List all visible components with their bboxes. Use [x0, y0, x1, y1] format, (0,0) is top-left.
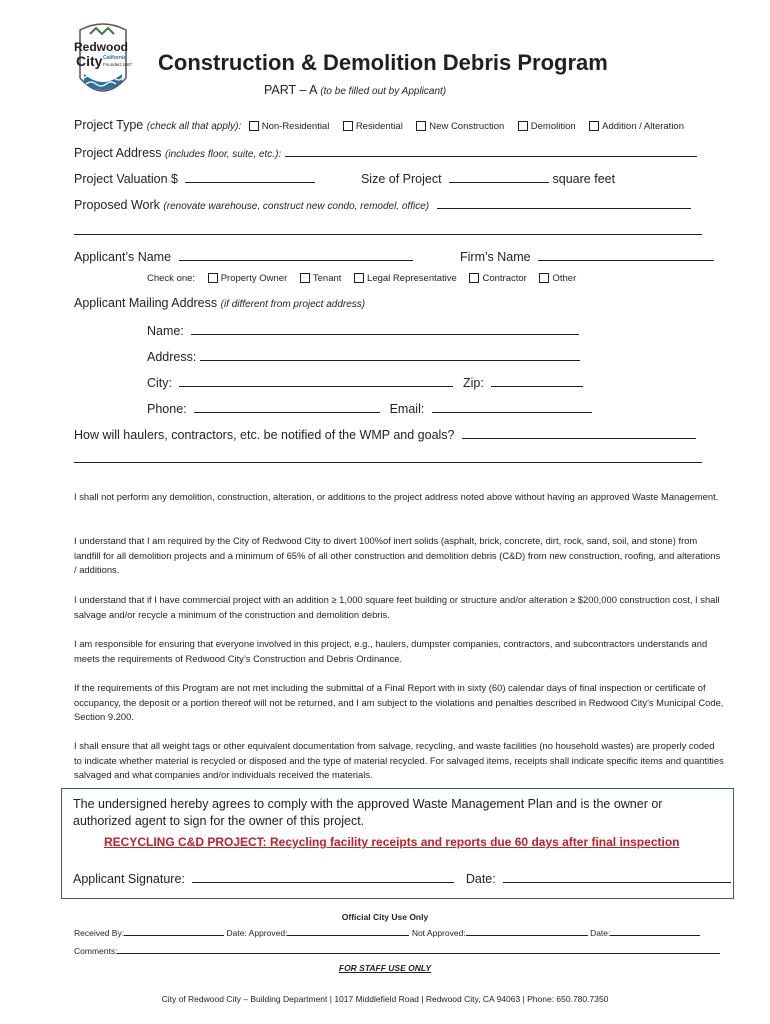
project-address-field[interactable]	[285, 144, 697, 157]
statement-2: I understand that I am required by the City of Redwood City to divert 100%of inert solids (asphalt, brick, concrete, dirt, rock, sand, soil, and stone) from landfill for all demolition projects and a minimum of 65% of all other construction and demolition debris (C&D) from new construction, roofing, and alterations / additions.	[74, 535, 721, 575]
not-approved-label: Not Approved:	[411, 928, 466, 938]
project-address-note: (includes floor, suite, etc.):	[165, 149, 282, 160]
received-by-field[interactable]	[124, 926, 224, 936]
mailing-address-row	[147, 348, 580, 364]
zip-field[interactable]	[491, 374, 583, 387]
proposed-work-field-2[interactable]	[74, 234, 702, 235]
city-logo	[72, 20, 134, 100]
city-label: City:	[147, 376, 172, 390]
project-type-row	[74, 118, 684, 132]
checkbox-property-owner[interactable]	[208, 273, 218, 283]
part-note: (to be filled out by Applicant)	[320, 86, 447, 97]
valuation-field[interactable]	[185, 170, 315, 183]
statement-1: I shall not perform any demolition, construction, alteration, or additions to the project address noted above without having an approved Waste Management.	[74, 491, 719, 502]
signature-field[interactable]	[192, 870, 454, 883]
role-label: Tenant	[312, 273, 342, 284]
part-label: PART – A	[264, 83, 317, 97]
wmp-field-2[interactable]	[74, 462, 702, 463]
valuation-label: Project Valuation $	[74, 172, 178, 186]
mailing-note: (if different from project address)	[220, 299, 366, 310]
logo-founded: Founded 1867	[103, 62, 133, 67]
role-label: Contractor	[482, 273, 527, 284]
firm-name-label: Firm’s Name	[460, 250, 531, 264]
option-label: New Construction	[429, 121, 505, 132]
option-label: Addition / Alteration	[602, 121, 684, 132]
date-field[interactable]	[610, 926, 700, 936]
staff-only-label: FOR STAFF USE ONLY	[338, 963, 432, 973]
logo-name-2: City	[76, 53, 103, 69]
statement-6: I shall ensure that all weight tags or other equivalent documentation from salvage, recycling, and waste facilities (no household wastes) are properly coded to indicate whether material is recycled or disposed and the type of material recycled. For salvaged items, receipts shall indicate specific items and quantities salvaged and what companies and/or individuals received the materials.	[74, 740, 724, 780]
city-field[interactable]	[179, 374, 453, 387]
firm-name-field[interactable]	[538, 248, 714, 261]
proposed-work-row	[74, 196, 691, 212]
statement-3: I understand that if I have commercial project with an addition ≥ 1,000 square feet building or structure and/or alteration ≥ $200,000 construction cost, I shall salvage and/or recycle a minimum of the construction and demolition debris.	[74, 594, 720, 620]
signature-date-field[interactable]	[503, 870, 731, 883]
role-label: Property Owner	[220, 273, 288, 284]
check-one-label: Check one:	[147, 273, 196, 284]
statement-5: If the requirements of this Program are not met including the submittal of a Final Report with in sixty (60) calendar days of final inspection or certificate of occupancy, the deposit or a portion thereof will not be returned, and I am subject to the violations and penalties described in Redwood City's Municipal Code, Section 9.200.	[74, 682, 724, 722]
wmp-question: How will haulers, contractors, etc. be notified of the WMP and goals?	[74, 428, 455, 442]
phone-label: Phone:	[147, 402, 187, 416]
checkbox-addition-alteration[interactable]	[589, 121, 599, 131]
proposed-work-note: (renovate warehouse, construct new condo, remodel, office)	[163, 201, 430, 212]
project-type-note: (check all that apply):	[146, 121, 242, 132]
comments-label: Comments:	[74, 946, 118, 956]
page-footer: City of Redwood City – Building Department | 1017 Middlefield Road | Redwood City, CA 94063 | Phone: 650.780.7350	[161, 994, 609, 1004]
agreement-text: The undersigned hereby agrees to comply with the approved Waste Management Plan and is the owner or authorized agent to sign for the owner of this project.	[73, 797, 663, 828]
date-approved-label: Date: Approved:	[226, 928, 288, 938]
size-unit: square feet	[552, 172, 616, 186]
statement-4: I am responsible for ensuring that everyone involved in this project, e.g., haulers, dumpster companies, contractors, and subcontractors understands and meets the requirements of Redwood City’s Construction and Debris Ordinance.	[74, 638, 708, 664]
project-address-label: Project Address	[74, 146, 162, 160]
checkbox-residential[interactable]	[343, 121, 353, 131]
wmp-field[interactable]	[462, 426, 696, 439]
phone-field[interactable]	[194, 400, 380, 413]
proposed-work-label: Proposed Work	[74, 198, 160, 212]
mailing-address-field[interactable]	[200, 348, 580, 361]
mailing-name-row	[147, 322, 579, 338]
option-label: Residential	[355, 121, 403, 132]
checkbox-contractor[interactable]	[469, 273, 479, 283]
signature-date-label: Date:	[465, 872, 496, 886]
mailing-city-row	[147, 374, 583, 390]
checkbox-new-construction[interactable]	[416, 121, 426, 131]
logo-name-1: Redwood	[74, 40, 128, 54]
applicant-row	[74, 248, 714, 264]
not-approved-field[interactable]	[466, 926, 588, 936]
checkbox-other[interactable]	[539, 273, 549, 283]
role-label: Other	[552, 273, 577, 284]
option-label: Demolition	[530, 121, 576, 132]
email-label: Email:	[389, 402, 425, 416]
recycling-notice: RECYCLING C&D PROJECT: Recycling facility receipts and reports due 60 days after final inspection	[104, 835, 680, 849]
checkbox-legal-representative[interactable]	[354, 273, 364, 283]
size-label: Size of Project	[360, 172, 442, 186]
email-field[interactable]	[432, 400, 592, 413]
checkbox-non-residential[interactable]	[249, 121, 259, 131]
agreement-box	[61, 788, 734, 899]
signature-label: Applicant Signature:	[73, 872, 185, 886]
option-label: Non-Residential	[261, 121, 330, 132]
part-heading	[264, 83, 446, 97]
mailing-address-label: Address:	[147, 350, 197, 364]
role-label: Legal Representative	[367, 273, 457, 284]
wmp-row	[74, 426, 696, 442]
role-row	[147, 273, 576, 284]
received-by-label: Received By:	[74, 928, 125, 938]
mailing-name-field[interactable]	[191, 322, 579, 335]
mailing-name-label: Name:	[147, 324, 184, 338]
logo-state: California	[103, 55, 127, 61]
applicant-name-field[interactable]	[179, 248, 413, 261]
checkbox-demolition[interactable]	[518, 121, 528, 131]
mailing-phone-row	[147, 400, 592, 416]
date-label: Date:	[590, 928, 611, 938]
size-field[interactable]	[449, 170, 549, 183]
project-type-label: Project Type	[74, 118, 144, 132]
mailing-label: Applicant Mailing Address	[74, 296, 218, 310]
page-title: Construction & Demolition Debris Program	[158, 50, 608, 75]
signature-row	[73, 870, 731, 886]
comments-field[interactable]	[117, 944, 720, 954]
mailing-heading	[74, 296, 365, 310]
city-use-title: Official City Use Only	[341, 912, 429, 922]
city-use-row	[74, 926, 700, 938]
proposed-work-field[interactable]	[437, 196, 691, 209]
comments-row	[74, 944, 720, 956]
project-address-row	[74, 144, 697, 160]
date-approved-field[interactable]	[287, 926, 409, 936]
valuation-row	[74, 170, 615, 186]
checkbox-tenant[interactable]	[300, 273, 310, 283]
zip-label: Zip:	[462, 376, 484, 390]
applicant-name-label: Applicant’s Name	[74, 250, 172, 264]
